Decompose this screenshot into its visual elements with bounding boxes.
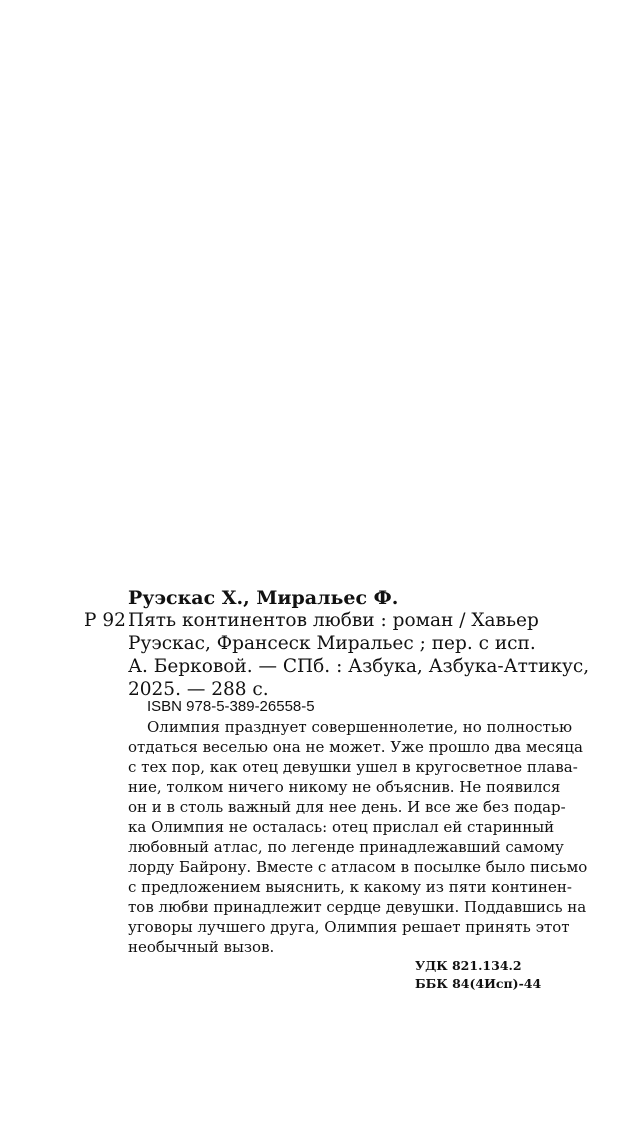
- annotation-line: с тех пор, как отец девушки ушел в кругосветное плава-: [128, 758, 578, 776]
- annotation-line: уговоры лучшего друга, Олимпия решает принять этот: [128, 918, 570, 936]
- annotation-line: любовный атлас, по легенде принадлежавший самому: [128, 838, 564, 856]
- bbk-code: ББК 84(4Исп)-44: [415, 976, 542, 991]
- author-cipher: Р 92: [84, 610, 126, 631]
- description-line: 2025. — 288 с.: [128, 679, 269, 700]
- author-heading: Руэскас Х., Миральес Ф.: [128, 587, 399, 609]
- annotation-line: тов любви принадлежит сердце девушки. Поддавшись на: [128, 898, 587, 916]
- description-line: А. Берковой. — СПб. : Азбука, Азбука-Аттикус,: [128, 656, 590, 677]
- description-line: Пять континентов любви : роман / Хавьер: [128, 610, 539, 631]
- annotation-line: необычный вызов.: [128, 938, 275, 956]
- description-line: Руэскас, Франсеск Миральес ; пер. с исп.: [128, 633, 536, 654]
- annotation-line: лорду Байрону. Вместе с атласом в посылке было письмо: [128, 858, 588, 876]
- annotation-line: Олимпия празднует совершеннолетие, но полностью: [147, 718, 573, 736]
- udk-code: УДК 821.134.2: [415, 958, 522, 973]
- isbn: ISBN 978-5-389-26558-5: [147, 698, 315, 715]
- annotation-line: с предложением выяснить, к какому из пяти континен-: [128, 878, 572, 896]
- annotation-line: он и в столь важный для нее день. И все же без подар-: [128, 798, 566, 816]
- annotation-line: отдаться веселью она не может. Уже прошло два месяца: [128, 738, 583, 756]
- annotation-line: ние, толком ничего никому не объяснив. Не появился: [128, 778, 561, 796]
- annotation-line: ка Олимпия не осталась: отец прислал ей старинный: [128, 818, 555, 836]
